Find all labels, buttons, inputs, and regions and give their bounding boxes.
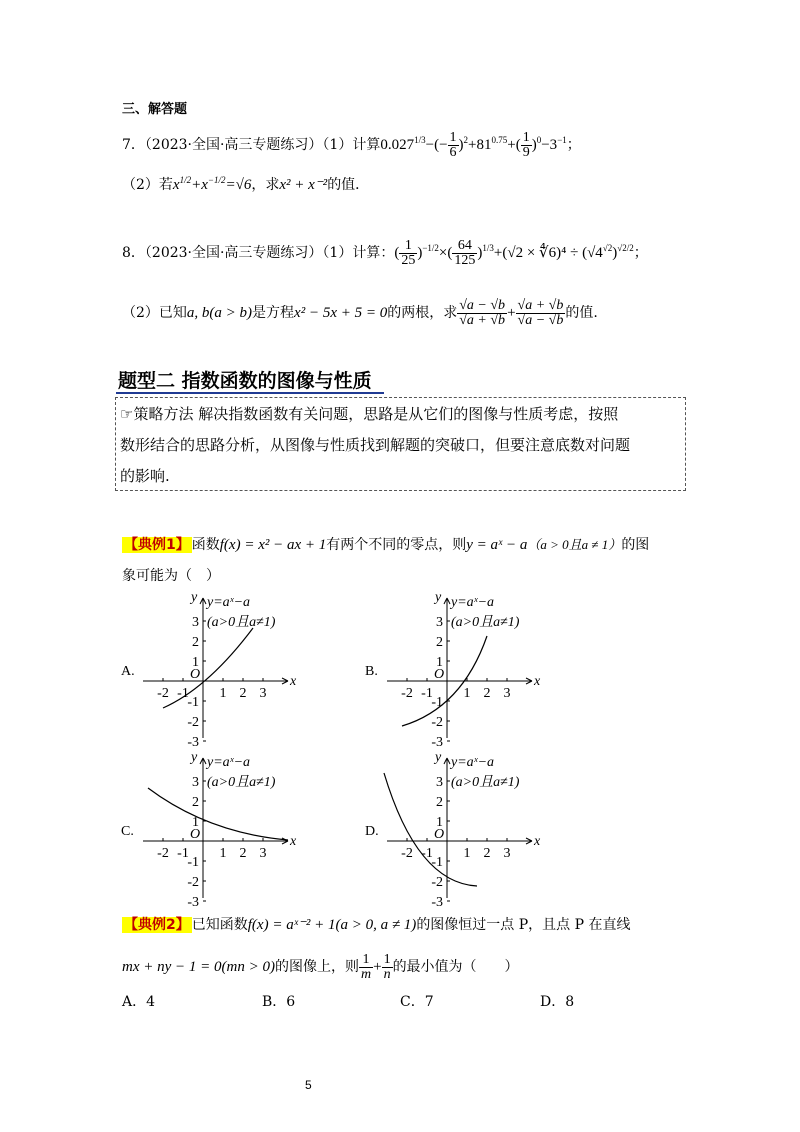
ex1-line1: 【典例1】 函数f(x) = x² − ax + 1有两个不同的零点，则y = aˣ − a（a > 0且a ≠ 1）的图 — [124, 537, 650, 553]
x-axis-label: x — [534, 834, 541, 849]
y-tick-label: -2 — [187, 715, 199, 730]
y-tick-label: -1 — [187, 855, 199, 870]
y-tick-label: 2 — [192, 795, 199, 810]
x-tick-label: -2 — [401, 686, 413, 701]
q7-condition-expr: $x^{1/2}+x^{-1/2}=√6$ — [172, 175, 252, 193]
y-tick-label: 3 — [192, 615, 199, 630]
q8-line1: 8．（2023·全国·高三专题练习）（1）计算：( $\frac{1}{25}$ )$^{-1/2}$×( $\frac{64}{125}$ )$^{1/3}$+(√2 × ∜6)⁴ ÷ $(√4^{√2})^{√2/2}$； — [122, 238, 648, 269]
y-tick-label: 3 — [436, 615, 443, 630]
y-tick-label: 1 — [436, 655, 443, 670]
origin-label: O — [190, 827, 201, 842]
curve-condition: (a>0且a≠1) — [451, 615, 520, 630]
origin-label: O — [434, 667, 445, 682]
y-tick-label: 3 — [192, 775, 199, 790]
section-title-type2: 题型二 指数函数的图像与性质 — [118, 370, 372, 392]
x-tick-label: 3 — [503, 686, 511, 701]
x-tick-label: -2 — [157, 846, 169, 861]
curve-equation: y=aˣ−a — [451, 755, 495, 770]
strategy-line3: 的影响. — [120, 467, 170, 485]
curve-equation: y=aˣ−a — [207, 755, 251, 770]
graph-b[interactable] — [362, 588, 542, 748]
y-axis-label: y — [435, 750, 442, 765]
x-tick-label: 2 — [239, 846, 247, 861]
option-label: D. — [365, 824, 379, 839]
x-axis-label: x — [290, 674, 297, 689]
y-tick-label: -2 — [431, 875, 443, 890]
y-tick-label: 3 — [436, 775, 443, 790]
x-tick-label: -1 — [421, 686, 433, 701]
section-heading: 三、解答题 — [122, 102, 188, 117]
q7-prefix: 7．（2023·全国·高三专题练习）（1）计算 — [122, 137, 381, 153]
q8-expr: ( $\frac{1}{25}$ )$^{-1/2}$×( $\frac{64}{125}$ )$^{1/3}$+(√2 × ∜6)⁴ ÷ $(√4^{√2})^{√2/2}$ — [394, 238, 634, 269]
q7-target-expr: x² + x⁻² — [279, 177, 328, 193]
curve-c — [148, 788, 288, 840]
pointing-hand-icon: ☞ — [120, 405, 134, 423]
ex1-line2: 象可能为（ ） — [122, 568, 220, 584]
choice-d[interactable]: D．8 — [540, 994, 575, 1010]
x-axis-label: x — [290, 834, 297, 849]
x-tick-label: -1 — [421, 846, 433, 861]
y-tick-label: -1 — [187, 695, 199, 710]
strategy-line1: ☞策略方法 解决指数函数有关问题，思路是从它们的图像与性质考虑，按照 — [120, 405, 619, 423]
curve-equation: y=aˣ−a — [207, 595, 251, 610]
y-tick-label: -3 — [431, 735, 443, 748]
strategy-line2: 数形结合的思路分析，从图像与性质找到解题的突破口，但要注意底数对问题 — [120, 436, 631, 454]
x-tick-label: 1 — [219, 686, 227, 701]
curve-condition: (a>0且a≠1) — [207, 775, 276, 790]
x-tick-label: 3 — [259, 686, 267, 701]
x-tick-label: -2 — [401, 846, 413, 861]
x-tick-label: 1 — [463, 846, 471, 861]
y-tick-label: -2 — [187, 875, 199, 890]
x-axis-label: x — [534, 674, 541, 689]
y-tick-label: -2 — [431, 715, 443, 730]
x-tick-label: 1 — [463, 686, 471, 701]
ex2-tag: 【典例2】 — [124, 917, 190, 933]
x-tick-label: 1 — [219, 846, 227, 861]
choice-a[interactable]: A．4 — [122, 994, 156, 1010]
y-tick-label: -3 — [187, 735, 199, 748]
y-tick-label: 1 — [436, 815, 443, 830]
ex2-line2: mx + ny − 1 = 0(mn > 0)的图像上，则 $\frac{1}{m}$ + $\frac{1}{n}$ 的最小值为（ ） — [122, 952, 519, 983]
q8-line2: （2）已知a, b(a > b)是方程x² − 5x + 5 = 0的两根，求 $\frac{√a - √b}{√a + √b}$ + $\frac{√a + √b}{√a - √b}$ 的值. — [122, 298, 598, 329]
x-tick-label: 3 — [259, 846, 267, 861]
option-label: B. — [365, 664, 378, 679]
choice-c[interactable]: C．7 — [400, 994, 434, 1010]
page-number: 5 — [305, 1078, 312, 1092]
x-tick-label: -1 — [177, 846, 189, 861]
curve-equation: y=aˣ−a — [451, 595, 495, 610]
y-tick-label: -1 — [431, 695, 443, 710]
y-tick-label: -3 — [187, 895, 199, 908]
y-axis-label: y — [191, 590, 198, 605]
origin-label: O — [190, 667, 201, 682]
y-tick-label: 2 — [436, 795, 443, 810]
graph-d[interactable] — [362, 748, 542, 908]
y-tick-label: -1 — [431, 855, 443, 870]
x-tick-label: 2 — [239, 686, 247, 701]
option-label: A. — [121, 664, 135, 679]
y-tick-label: 1 — [192, 655, 199, 670]
graph-a[interactable] — [118, 588, 298, 748]
y-tick-label: 2 — [192, 635, 199, 650]
curve-condition: (a>0且a≠1) — [451, 775, 520, 790]
curve-condition: (a>0且a≠1) — [207, 615, 276, 630]
origin-label: O — [434, 827, 445, 842]
ex1-tag: 【典例1】 — [124, 537, 190, 553]
choice-b[interactable]: B．6 — [262, 994, 296, 1010]
x-tick-label: 2 — [483, 686, 491, 701]
x-tick-label: 2 — [483, 846, 491, 861]
option-label: C. — [121, 824, 134, 839]
x-tick-label: -2 — [157, 686, 169, 701]
y-axis-label: y — [435, 590, 442, 605]
x-tick-label: 3 — [503, 846, 511, 861]
title-underline — [116, 392, 384, 394]
q7-line2: （2）若$x^{1/2}+x^{-1/2}=√6$，求x² + x⁻²的值． — [122, 175, 370, 193]
q7-line1: 7．（2023·全国·高三专题练习）（1）计算$0.027^{1/3}-(-$ $\frac{1}{6}$ )$^2+81^{0.75}+$( $\frac{1}{9}$ )$^0-3^{-1}$； — [122, 130, 581, 161]
y-tick-label: 1 — [192, 815, 199, 830]
q7-expr: $0.027^{1/3}-(-$ $\frac{1}{6}$ )$^2+81^{0.75}+$( $\frac{1}{9}$ )$^0-3^{-1}$ — [380, 130, 567, 161]
graph-c[interactable] — [118, 748, 298, 908]
y-tick-label: -3 — [431, 895, 443, 908]
x-tick-label: -1 — [177, 686, 189, 701]
y-tick-label: 2 — [436, 635, 443, 650]
y-axis-label: y — [191, 750, 198, 765]
ex2-line1: 【典例2】 已知函数f(x) = aˣ⁻² + 1(a > 0, a ≠ 1)的图像恒过一点 P，且点 P 在直线 — [124, 917, 631, 933]
